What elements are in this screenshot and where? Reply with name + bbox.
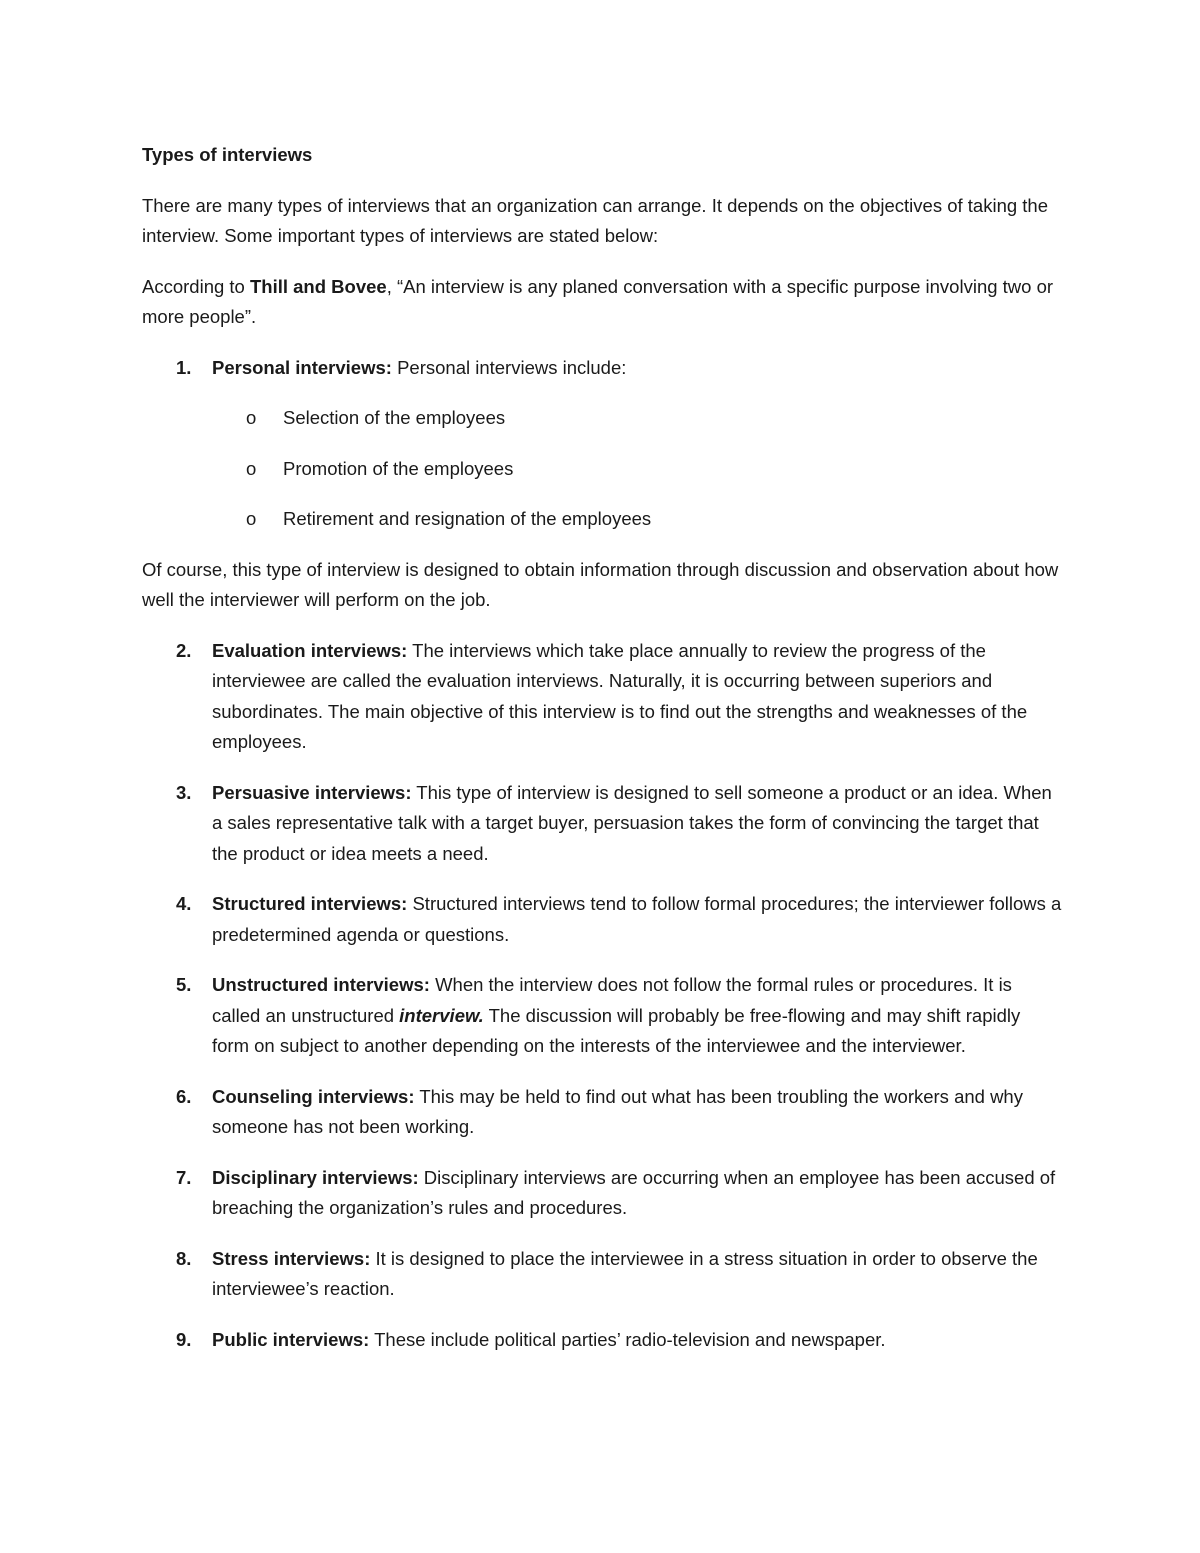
bullet-icon: o <box>246 407 257 428</box>
sub-list-item-text: Promotion of the employees <box>283 457 514 479</box>
list-item-text: Personal interviews include: <box>391 356 627 378</box>
list-number: 2. <box>176 639 192 661</box>
list-item-text: Disciplinary interviews are occurring when an employee has been accused of breaching the organization’s rules and procedures. <box>212 1166 1056 1218</box>
list-number: 3. <box>176 781 192 803</box>
list-number: 5. <box>176 974 192 995</box>
quote-paragraph <box>142 272 1062 333</box>
sub-list-item-text: Retirement and resignation of the employees <box>283 508 652 529</box>
list-item-text: The interviews which take place annually to review the progress of the interviewee are called the evaluation interviews. Naturally, it is occurring between superiors and subordinates. The main objective of this interview is to find out the strengths and weaknesses of the employees. <box>212 639 1028 752</box>
note-paragraph: Of course, this type of interview is designed to obtain information through discussion and observation about how well the interviewer will perform on the job. <box>142 558 1059 610</box>
list-item-public-interviews <box>142 1325 1062 1356</box>
list-item-evaluation-interviews <box>142 636 1062 758</box>
list-item-label: Disciplinary interviews: <box>212 1166 419 1188</box>
list-item-unstructured-interviews <box>142 970 1062 1062</box>
personal-interviews-sublist <box>142 403 1062 535</box>
list-item-text: This may be held to find out what has been troubling the workers and why someone has not been working. <box>212 1085 1023 1137</box>
bullet-icon: o <box>246 457 257 479</box>
list-item-disciplinary-interviews <box>142 1163 1062 1224</box>
list-item-label: Persuasive interviews: <box>212 781 412 803</box>
list-item-personal-interviews <box>142 353 1062 384</box>
intro-paragraph: There are many types of interviews that an organization can arrange. It depends on the objectives of taking the interview. Some important types of interviews are stated below: <box>142 194 1049 246</box>
list-number: 4. <box>176 893 192 914</box>
document-title: Types of interviews <box>142 144 313 165</box>
list-item-label: Evaluation interviews: <box>212 639 408 661</box>
quote-authors: Thill and Bovee <box>249 275 387 297</box>
list-number: 1. <box>176 356 192 378</box>
list-item-text: Structured interviews tend to follow formal procedures; the interviewer follows a predetermined agenda or questions. <box>212 893 1062 945</box>
list-item-persuasive-interviews <box>142 778 1062 870</box>
list-item-text: When the interview does not follow the formal rules or procedures. It is called an unstructured <box>212 974 1012 1026</box>
list-item-counseling-interviews <box>142 1082 1062 1143</box>
quote-prefix: According to <box>142 275 250 297</box>
list-item-label: Personal interviews: <box>212 356 392 378</box>
list-item-structured-interviews <box>142 889 1062 950</box>
list-item-text: This type of interview is designed to sell someone a product or an idea. When a sales representative talk with a target buyer, persuasion takes the form of convincing the target that the product or idea meets a need. <box>212 781 1052 864</box>
list-item-text: It is designed to place the interviewee in a stress situation in order to observe the interviewee’s reaction. <box>212 1247 1038 1299</box>
list-number: 7. <box>176 1166 192 1188</box>
bullet-icon: o <box>246 508 257 529</box>
list-item-text: These include political parties’ radio-television and newspaper. <box>369 1328 886 1350</box>
list-item-text-continued: The discussion will probably be free-flowing and may shift rapidly form on subject to another depending on the interests of the interviewee and the interviewer. <box>212 1004 1021 1056</box>
list-number: 9. <box>176 1328 192 1350</box>
sub-list-item-text: Selection of the employees <box>283 407 506 428</box>
document-body <box>142 140 1062 1375</box>
sub-list-item <box>142 403 1062 434</box>
list-item-stress-interviews <box>142 1244 1062 1305</box>
quote-text: , “An interview is any planed conversation with a specific purpose involving two or more people”. <box>142 275 1054 327</box>
list-item-label: Public interviews: <box>212 1328 370 1350</box>
list-item-label: Counseling interviews: <box>212 1085 415 1107</box>
list-number: 8. <box>176 1247 192 1269</box>
list-item-label: Structured interviews: <box>212 893 408 914</box>
sub-list-item <box>142 504 1062 535</box>
list-number: 6. <box>176 1085 192 1107</box>
sub-list-item <box>142 454 1062 485</box>
list-item-label: Unstructured interviews: <box>212 974 430 995</box>
list-item-label: Stress interviews: <box>212 1247 371 1269</box>
list-item-emphasis: interview. <box>399 1004 484 1026</box>
